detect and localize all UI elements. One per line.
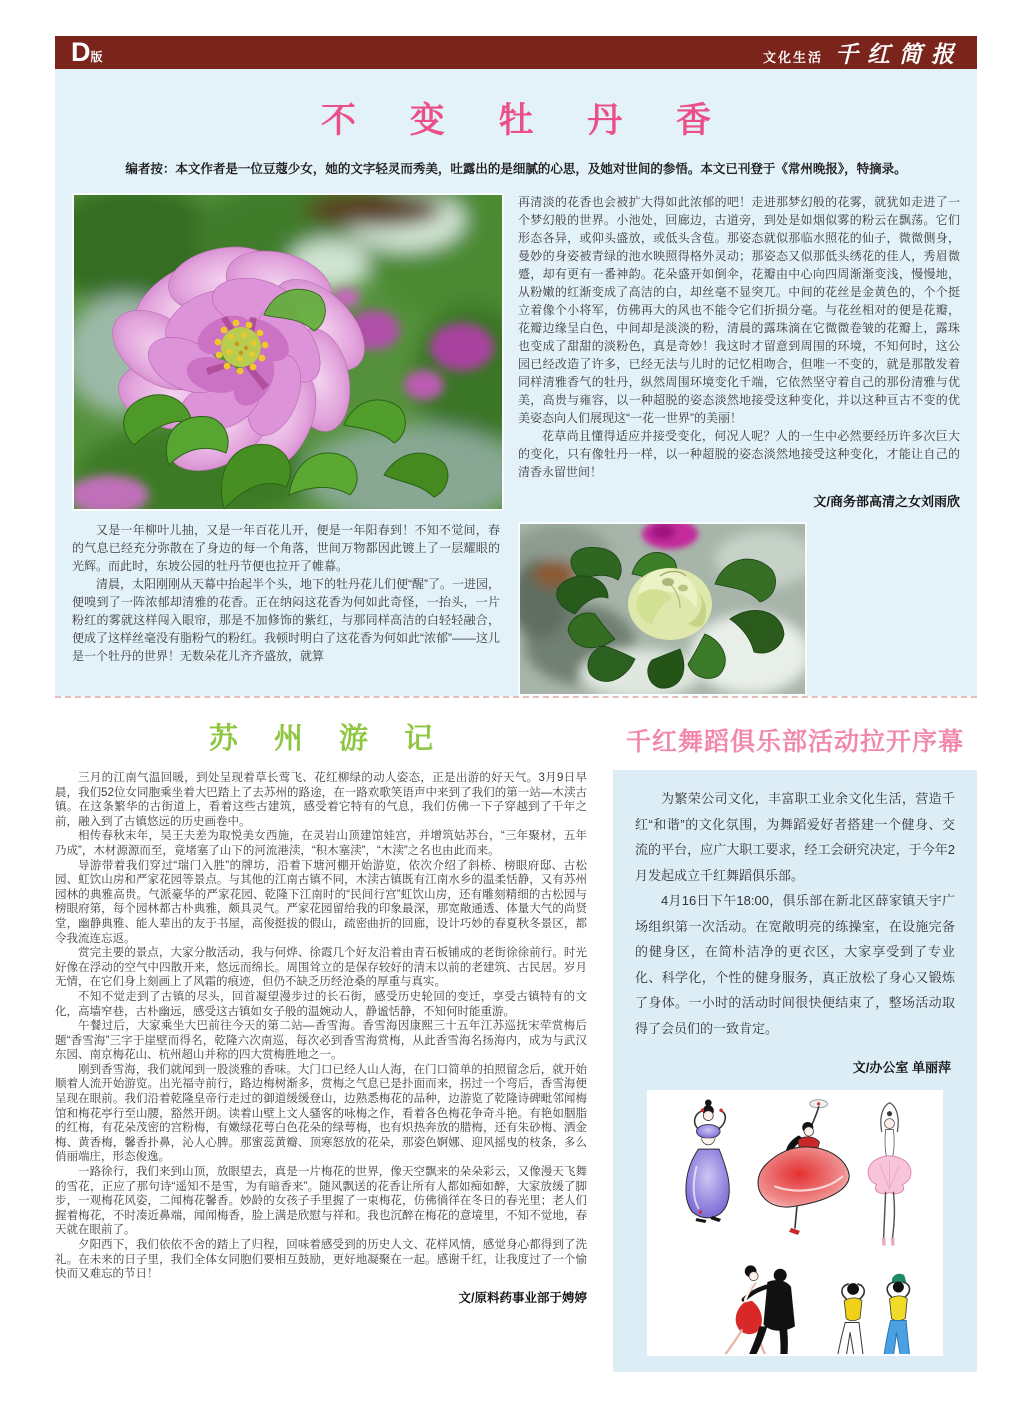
article-dance — [613, 712, 977, 1401]
paragraph: 导游带着我们穿过“瑞门入胜”的牌坊，沿着下塘河棚开始游览，依次介绍了斜桥、榜眼府邸、古松园、虹饮山房和严家花园等景点。与其他的江南古镇不同，木渎古镇既有江南水乡的温柔恬静，又有苏州园林的典雅高贵。气派豪华的严家花园、乾隆下江南时的“民间行宫”虹饮山房，还有雕刻精细的古松园与榜眼府第，每个园林都古朴典雅，颇具灵气。严家花园留给我的印象最深，那宽敞通透、体量大气的尚贤堂，幽静典雅、能人辈出的友于书屋，高俊挺拔的假山，疏密曲折的回廊，设计巧妙的春夏秋冬景区，都令我流连忘返。 — [55, 859, 587, 945]
bud — [628, 568, 712, 640]
peony-opening-paragraphs — [72, 521, 500, 665]
suzhou-byline: 文/原料药事业部于娉婷 — [458, 1290, 587, 1305]
paragraph: 三月的江南气温回暖，到处呈现着草长莺飞、花红柳绿的动人姿态，正是出游的好天气。3月9日早晨，我们52位女同胞乘坐着大巴踏上了去苏州的路途，在一路欢歌笑语声中来到了我们的第一站—木渎古镇。在这条繁华的古街道上，看着这些古建筑，感受着它特有的气息，我们仿佛一下子穿越到了千年之前，融入到了古镇悠远的历史画卷中。 — [55, 772, 587, 828]
paragraph: 为繁荣公司文化，丰富职工业余文化生活，营造千红“和谐”的文化氛围，为舞蹈爱好者搭建一个健身、交流的平台，应广大职工要求，经工会研究决定，于今年2月发起成立千红舞蹈俱乐部。 — [635, 791, 955, 883]
peony-photo — [72, 193, 504, 511]
article-suzhou-title: 苏 州 游 记 — [208, 723, 448, 755]
dance-byline: 文/办公室 单丽萍 — [852, 1060, 951, 1075]
dancers-illustration — [647, 1090, 943, 1356]
suzhou-paragraphs — [55, 771, 587, 1282]
article-dance-title: 千红舞蹈俱乐部活动拉开序幕 — [625, 728, 964, 756]
article-peony — [55, 69, 977, 696]
paragraph: 相传春秋末年，吴王夫差为取悦美女西施，在灵岩山顶建馆娃宫，并增筑姑苏台，“三年聚材，五年乃成”，木材源源而至，竟堵塞了山下的河流港渎，“积木塞渎”，“木渎”之名也由此而来。 — [55, 830, 587, 857]
edition-label — [71, 39, 103, 66]
peony-continuation-paragraphs — [518, 193, 960, 481]
paragraph: 夕阳西下，我们依依不舍的踏上了归程，回味着感受到的历史人文、花样风情，感觉身心都得到了洗礼。在未来的日子里，我们全体女同胞们要相互鼓励，更好地凝聚在一起。感谢千红，让我度过了一个愉快而又难忘的节日！ — [55, 1239, 587, 1281]
article-peony-title: 不 变 牡 丹 香 — [321, 101, 733, 140]
peony-byline: 文/商务部高清之女刘雨欣 — [813, 494, 960, 509]
paragraph: 不知不觉走到了古镇的尽头，回首凝望漫步过的长石街，感受历史轮回的变迁，享受古镇特有的文化，高墙窄巷，古朴幽远，感受这古镇如女子般的温婉动人，静谧恬静，不知何时能重游。 — [55, 990, 587, 1018]
editor-note: 编者按：本文作者是一位豆蔻少女，她的文字轻灵而秀美，吐露出的是细腻的心思，及她对世间的参悟。本文已刊登于《常州晚报》，特摘录。 — [125, 162, 907, 176]
section-name: 文化生活 — [762, 50, 823, 65]
paragraph: 4月16日下午18:00，俱乐部在新北区薛家镇天宇广场组织第一次活动。在宽敞明亮的练操室，在设施完备的健身区，在简朴洁净的更衣区，大家享受到了专业化、科学化，个性的健身服务，真正放松了身心又锻炼了身体。一小时的活动时间很快便结束了，整场活动取得了会员们的一致肯定。 — [635, 893, 955, 1036]
feature-left-column — [72, 193, 500, 696]
feature-columns — [72, 193, 960, 696]
paragraph: 清晨，太阳刚刚从天幕中抬起半个头，地下的牡丹花儿们便“醒”了。一进园，便嗅到了一阵浓郁却清雅的花香。正在纳闷这花香为何如此奇怪，一抬头，一片粉红的雾就这样闯入眼帘，那是不加修饰的紫红，与那同样高洁的白轻轻融合，便成了这样丝毫没有脂粉气的粉红。我顿时明白了这花香为何如此“浓郁”——这儿是一个牡丹的世界！无数朵花儿齐齐盛放，就算 — [72, 577, 500, 663]
masthead-bar — [55, 36, 977, 69]
article-suzhou — [55, 712, 587, 1401]
paragraph: 午餐过后，大家乘坐大巴前往今天的第二站—香雪海。香雪海因康熙三十五年江苏巡抚宋荦赏梅后题“香雪海”三字于崖壁而得名，乾隆六次南巡，每次必到香雪海赏梅，从此香雪海名扬海内，成为与武汉东园、南京梅花山、杭州超山并称的四大赏梅胜地之一。 — [55, 1020, 587, 1062]
paragraph: 一路徐行，我们来到山顶，放眼望去，真是一片梅花的世界，像天空飘来的朵朵彩云，又像漫天飞舞的雪花，正应了那句诗“遥知不是雪，为有暗香来”。随风飘送的花香让所有人都如痴如醉，大家放缓了脚步，一观梅花风姿，二闻梅花馨香。妙龄的女孩子手里握了一束梅花，仿佛徜徉在冬日的春光里；老人们握着梅花，不时凑近鼻端，闻闻梅香，脸上满是欣慰与祥和。我也沉醉在梅花的意境里，不知不觉地，春天就在眼前了。 — [55, 1166, 587, 1237]
edition-letter: D — [71, 37, 91, 67]
paragraph: 花草尚且懂得适应并接受变化，何况人呢？人的一生中必然要经历许多次巨大的变化，只有像牡丹一样，以一种超脱的姿态淡然地接受这种变化，才能让自己的清香永留世间！ — [518, 429, 960, 479]
edition-suffix: 版 — [90, 50, 103, 64]
peony-bud-photo — [518, 522, 807, 696]
bottom-section — [55, 698, 977, 1401]
paragraph: 又是一年柳叶儿抽，又是一年百花儿开，便是一年阳春到！不知不觉间，春的气息已经充分弥散在了身边的每一个角落，世间万物都因此镀上了一层耀眼的光辉。而此时，东坡公园的牡丹节便也拉开了帷幕。 — [72, 523, 500, 573]
feature-right-column — [518, 193, 960, 696]
dance-paragraphs — [635, 786, 955, 1041]
dance-article-panel — [613, 770, 977, 1372]
paragraph: 赏完主要的景点，大家分散活动，我与何烨、徐霞几个好友沿着由青石板铺成的老街徐徐前行。时光好像在浮动的空气中四散开来，悠远而绵长。周围耸立的是保存较好的清末以前的老建筑、古民居。岁月无情，在它们身上刻画上了风霜的痕迹，但仍不缺乏历经沧桑的厚重与真实。 — [55, 947, 587, 989]
masthead-right — [763, 36, 963, 69]
paper-name: 千红简报 — [835, 42, 963, 67]
paragraph: 再清淡的花香也会被扩大得如此浓郁的吧！走进那梦幻般的花雾，就犹如走进了一个梦幻般的世界。小池处，回廊边，古道旁，到处是如烟似雾的粉云在飘荡。它们形态各异，或仰头盛放，或低头含苞。那姿态就似那临水照花的仙子，微微侧身，曼妙的身姿被青绿的池水映照得格外灵动；那姿态又似那低头绣花的佳人，秀眉微蹙，却有更有一番神韵。花朵盛开如倒伞，花瓣由中心向四周渐渐变浅，慢慢地，从粉嫩的红渐变成了高洁的白，却丝毫不显突兀。中间的花丝是金黄色的，个个挺立着像个小将军，仿佛再大的风也不能令它们折损分毫。与花丝相对的便是花瓣，花瓣边缘呈白色，中间却是淡淡的粉，清晨的露珠滴在它微微卷皱的花瓣上，露珠也变成了甜甜的淡粉色，真是奇妙！我这时才留意到周围的环境，不知何时，这公园已经改造了许多，已经无法与儿时的记忆相吻合，但唯一不变的，就是那散发着同样清雅香气的牡丹，纵然周围环境变化千端，它依然坚守着自己的那份清雅与优美，高贵与雍容，以一种超脱的姿态淡然地接受这种变化，并以这种亘古不变的优美姿态向人们展现这“一花一世界”的美丽！ — [518, 195, 960, 425]
paragraph: 刚到香雪海，我们就闻到一股淡雅的香味。大门口已经人山人海，在门口简单的拍照留念后，就开始顺着人流开始游览。出光福寺前行，路边梅树渐多，赏梅之气息已是扑面而来，拐过一个弯后，香雪海便呈现在眼前。我们沿着乾隆皇帝行走过的御道缓缓登山，边熟悉梅花的品种，边游览了乾隆诗碑毗邻闻梅馆和梅花亭行至山腰，豁然开朗。读着山壁上文人骚客的咏梅之作，看着各色梅花争奇斗艳。有艳如胭脂的红梅，有花朵茂密的宫粉梅，有嫩绿花萼白色花朵的绿萼梅，也有炽热奔放的腊梅，还有朱砂梅、洒金梅、黄香梅，馨香扑鼻，沁人心脾。那蜜蕊黄瓣、顶寒怒放的花朵，那姿色婀娜、迎风摇曳的枝条，多么俏丽端庄，形态俊逸。 — [55, 1063, 587, 1164]
